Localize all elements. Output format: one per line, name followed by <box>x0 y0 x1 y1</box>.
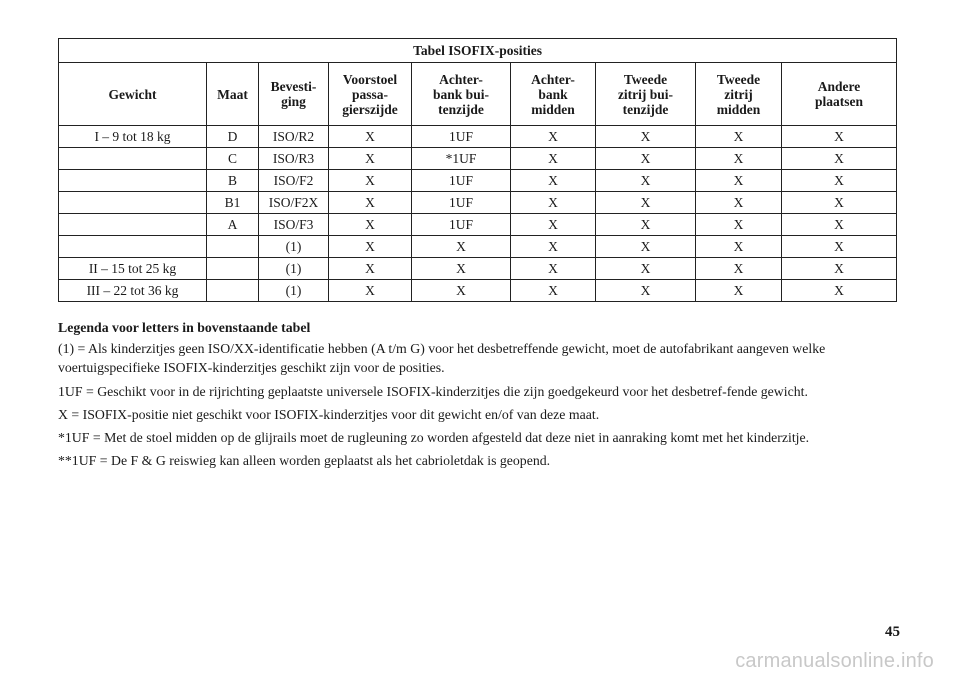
table-cell: X <box>412 258 511 280</box>
column-header-line: zitrij bui- <box>617 86 674 102</box>
table-header-row <box>59 63 897 126</box>
column-header-line: Tweede <box>716 71 761 87</box>
table-cell: X <box>511 148 596 170</box>
table-cell <box>59 192 207 214</box>
table-body <box>59 126 897 302</box>
table-cell: X <box>329 236 412 258</box>
legend-item: X = ISOFIX-positie niet geschikt voor ISOFIX-kinderzitjes voor dit gewicht en/of van deze maat. <box>58 406 600 422</box>
table-cell: X <box>511 192 596 214</box>
column-header-line: midden <box>716 101 761 117</box>
table-cell: ISO/R3 <box>259 148 329 170</box>
table-cell <box>207 236 259 258</box>
column-header-line: midden <box>531 101 575 117</box>
table-row <box>59 258 897 280</box>
column-header <box>259 63 329 126</box>
column-header-line: Achter- <box>439 71 483 87</box>
legend-item: **1UF = De F & G reiswieg kan alleen worden geplaatst als het cabrioletdak is geopend. <box>58 453 551 469</box>
column-header <box>329 63 412 126</box>
table-cell <box>59 148 207 170</box>
table-cell: X <box>511 258 596 280</box>
table-cell: I – 9 tot 18 kg <box>59 126 207 148</box>
table-cell: X <box>696 126 782 148</box>
table-cell: X <box>329 148 412 170</box>
table-cell: X <box>412 236 511 258</box>
table-row <box>59 192 897 214</box>
table-cell: X <box>329 126 412 148</box>
table-cell: X <box>511 214 596 236</box>
column-header-line: tenzijde <box>622 101 669 117</box>
column-header-line: bank bui- <box>433 86 489 102</box>
table-row <box>59 214 897 236</box>
column-header-line: Achter- <box>531 71 575 87</box>
legend-item: *1UF = Met de stoel midden op de glijrails moet de rugleuning zo worden afgesteld dat deze niet in aanraking komt met het kinderzitje. <box>58 430 810 446</box>
table-cell: X <box>596 170 696 192</box>
table-cell: X <box>696 170 782 192</box>
table-row <box>59 126 897 148</box>
table-cell: X <box>329 258 412 280</box>
column-header-line: Bevesti- <box>270 79 317 94</box>
column-header-line: Maat <box>217 86 248 102</box>
table-cell: A <box>207 214 259 236</box>
table-cell: 1UF <box>412 214 511 236</box>
table-cell: X <box>782 236 897 258</box>
table-cell: X <box>596 126 696 148</box>
column-header-line: zitrij <box>724 86 753 102</box>
table-cell: X <box>329 214 412 236</box>
table-cell: X <box>596 148 696 170</box>
table-row <box>59 170 897 192</box>
legend <box>58 318 900 474</box>
table-cell: X <box>782 148 897 170</box>
column-header-line: gierszijde <box>342 101 398 117</box>
page-number: 45 <box>885 624 900 640</box>
table-cell: X <box>696 192 782 214</box>
table-row <box>59 236 897 258</box>
column-header-line: Tweede <box>623 71 668 87</box>
table-cell <box>207 280 259 302</box>
table-cell: ISO/F2X <box>259 192 329 214</box>
table-cell: X <box>782 170 897 192</box>
column-header-line: bank <box>538 86 568 102</box>
table-cell: X <box>596 192 696 214</box>
table-cell: (1) <box>259 280 329 302</box>
table-cell: X <box>782 280 897 302</box>
legend-item: (1) = Als kinderzitjes geen ISO/XX-identificatie hebben (A t/m G) voor het desbetreffende gewicht, moet de autofabrikant aangeven welke voertuigspecifieke ISOFIX-kinderzitjes geschikt zijn voor de posities. <box>58 341 826 376</box>
table-cell: X <box>696 280 782 302</box>
legend-title: Legenda voor letters in bovenstaande tabel <box>58 320 311 335</box>
table-cell: B <box>207 170 259 192</box>
table-cell: X <box>412 280 511 302</box>
table-row <box>59 148 897 170</box>
table-cell: X <box>596 236 696 258</box>
table-cell: X <box>511 280 596 302</box>
column-header <box>696 63 782 126</box>
table-cell: X <box>511 236 596 258</box>
table-cell: ISO/R2 <box>259 126 329 148</box>
table-cell: 1UF <box>412 170 511 192</box>
column-header-line: Gewicht <box>108 86 157 102</box>
table-cell: ISO/F2 <box>259 170 329 192</box>
column-header <box>412 63 511 126</box>
table-row <box>59 280 897 302</box>
table-cell: D <box>207 126 259 148</box>
table-cell: X <box>696 258 782 280</box>
table-cell <box>59 214 207 236</box>
table-cell: X <box>782 126 897 148</box>
column-header <box>511 63 596 126</box>
table-cell: 1UF <box>412 192 511 214</box>
column-header <box>596 63 696 126</box>
table-cell: II – 15 tot 25 kg <box>59 258 207 280</box>
column-header-line: tenzijde <box>438 101 484 117</box>
table-cell: III – 22 tot 36 kg <box>59 280 207 302</box>
table-cell: X <box>329 170 412 192</box>
watermark: carmanualsonline.info <box>735 650 934 672</box>
table-cell: (1) <box>259 236 329 258</box>
column-header <box>782 63 897 126</box>
table-cell: X <box>782 192 897 214</box>
table-cell: X <box>596 258 696 280</box>
table-title: Tabel ISOFIX-posities <box>59 39 897 63</box>
table-cell: X <box>511 126 596 148</box>
table-cell: X <box>596 280 696 302</box>
column-header-line: Voorstoel <box>342 71 398 87</box>
table-cell: X <box>329 192 412 214</box>
table-cell: X <box>696 148 782 170</box>
table-cell: X <box>596 214 696 236</box>
column-header <box>59 63 207 126</box>
table-cell: X <box>511 170 596 192</box>
column-header-line: passa- <box>351 86 388 102</box>
table-cell: 1UF <box>412 126 511 148</box>
table-cell: X <box>782 214 897 236</box>
table-cell: *1UF <box>412 148 511 170</box>
legend-item: 1UF = Geschikt voor in de rijrichting geplaatste universele ISOFIX-kinderzitjes die zijn goedgekeurd voor het desbetref-fende gewicht. <box>58 383 808 399</box>
table-cell: X <box>329 280 412 302</box>
table-cell: X <box>696 236 782 258</box>
table-cell <box>207 258 259 280</box>
table-cell: C <box>207 148 259 170</box>
column-header <box>207 63 259 126</box>
table-cell: B1 <box>207 192 259 214</box>
table-cell <box>59 170 207 192</box>
column-header-line: ging <box>281 94 306 109</box>
column-header-line: plaatsen <box>815 94 864 109</box>
table-cell: ISO/F3 <box>259 214 329 236</box>
table-cell: (1) <box>259 258 329 280</box>
table-cell: X <box>782 258 897 280</box>
isofix-positions-table <box>58 38 897 302</box>
table-cell <box>59 236 207 258</box>
column-header-line: Andere <box>817 79 861 94</box>
table-cell: X <box>696 214 782 236</box>
